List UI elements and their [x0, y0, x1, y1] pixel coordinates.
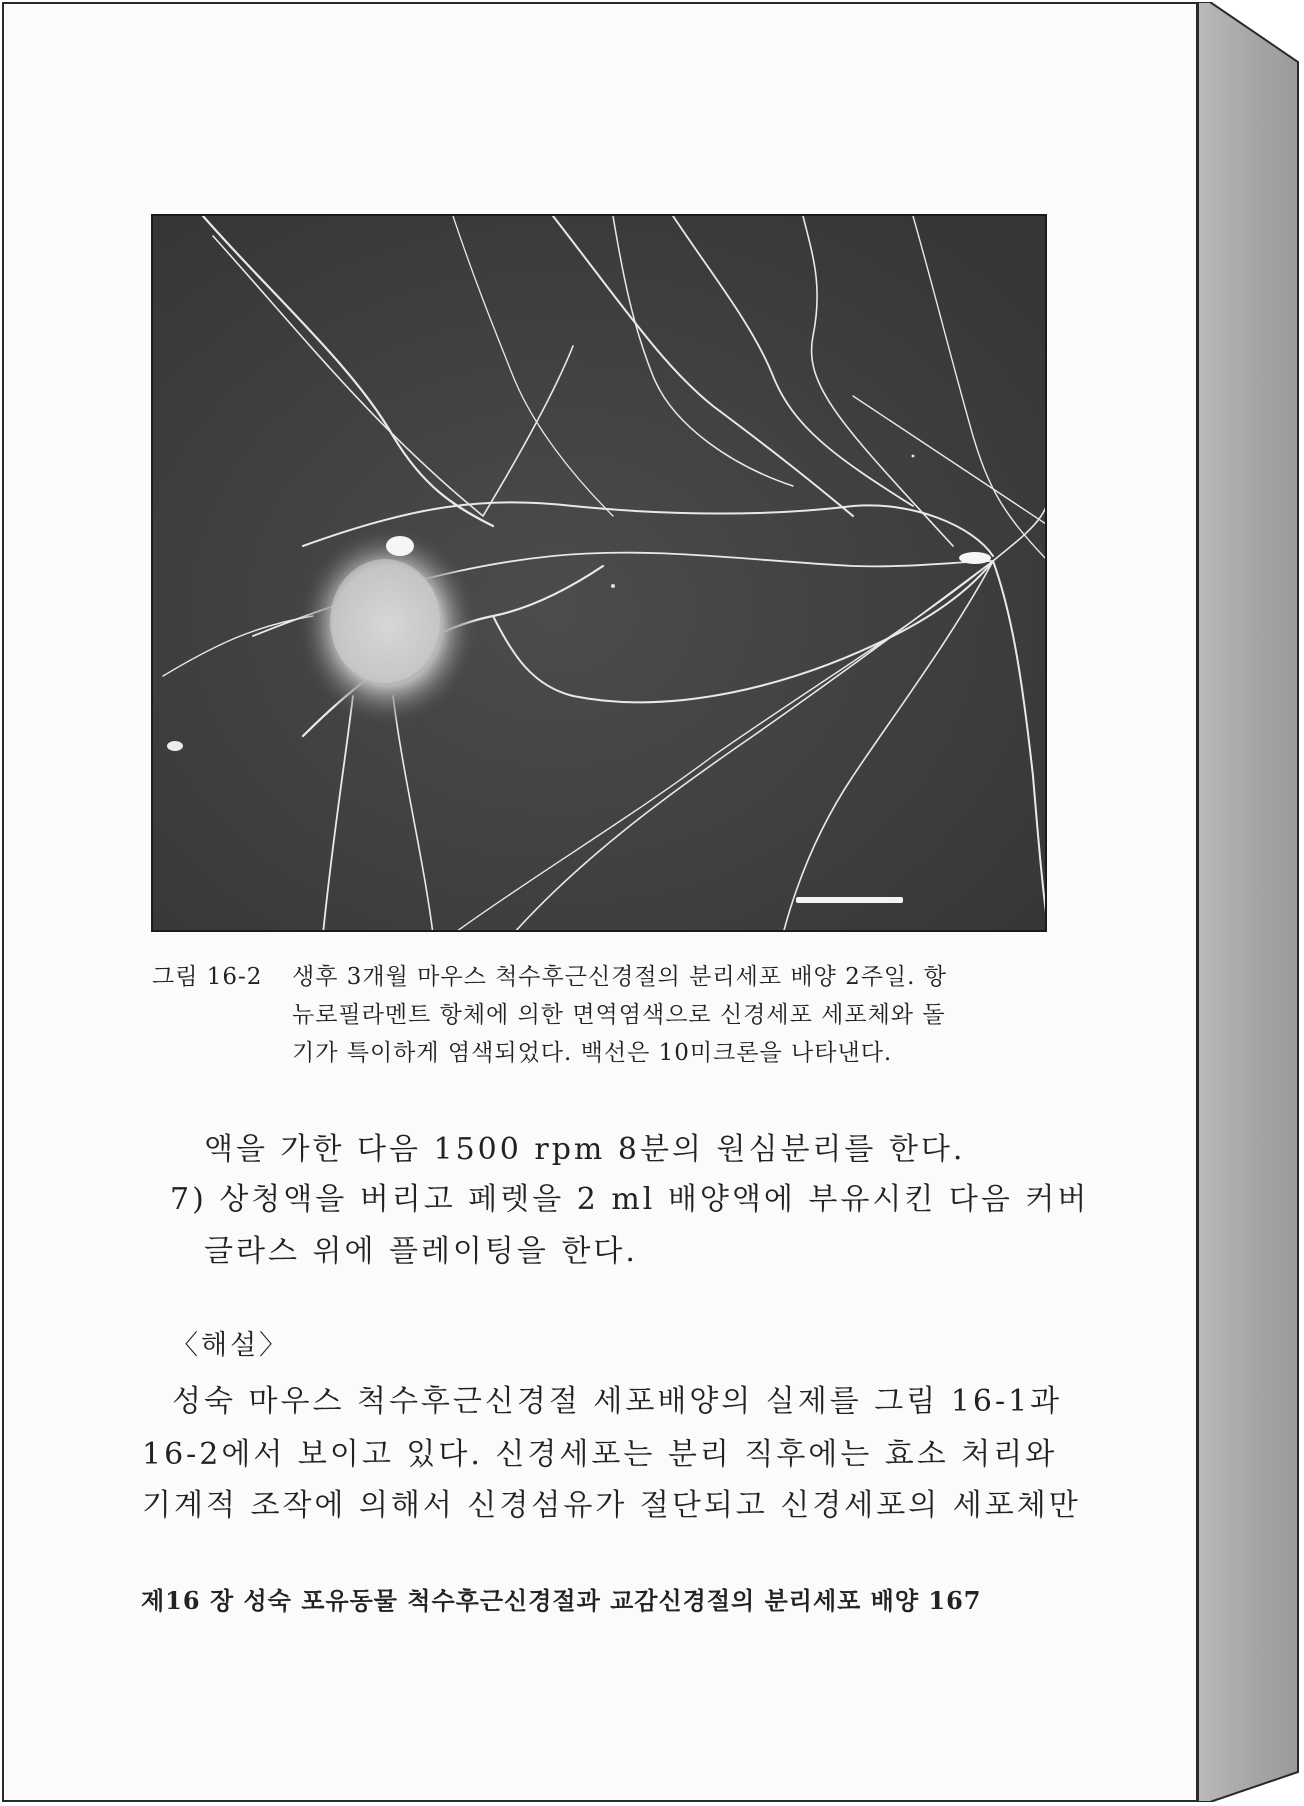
text-line: 액을 가한 다음 1500 rpm 8분의 원심분리를 한다.: [204, 1132, 966, 1167]
micrograph-image: [153, 216, 1047, 932]
figure-label: 그림 16-2: [152, 964, 263, 990]
page-footer: 제16 장 성숙 포유동물 척수후근신경절과 교감신경절의 분리세포 배양 167: [141, 1586, 982, 1615]
list-item-step-7: 7) 상청액을 버리고 페렛을 2 ml 배양액에 부유시킨 다음 커버: [170, 1182, 1090, 1217]
figure-caption-text: [292, 958, 1052, 1072]
caption-line: 기가 특이하게 염색되었다. 백선은 10미크론을 나타낸다.: [292, 1040, 893, 1066]
text-line: 16-2에서 보이고 있다. 신경세포는 분리 직후에는 효소 처리와: [142, 1437, 1058, 1472]
caption-line: 뉴로필라멘트 항체에 의한 면역염색으로 신경세포 세포체와 돌: [292, 1002, 946, 1028]
text-line: 글라스 위에 플레이팅을 한다.: [204, 1234, 638, 1269]
neuron-micrograph: [151, 214, 1047, 932]
book-spine-edge: [1198, 2, 1302, 1802]
scale-bar: [796, 897, 903, 903]
section-heading-commentary: 〈해설〉: [171, 1330, 290, 1361]
caption-line: 생후 3개월 마우스 척수후근신경절의 분리세포 배양 2주일. 항: [292, 964, 947, 990]
text-line: 기계적 조작에 의해서 신경섬유가 절단되고 신경세포의 세포체만: [142, 1488, 1081, 1523]
text-line: 성숙 마우스 척수후근신경절 세포배양의 실제를 그림 16-1과: [172, 1384, 1063, 1419]
